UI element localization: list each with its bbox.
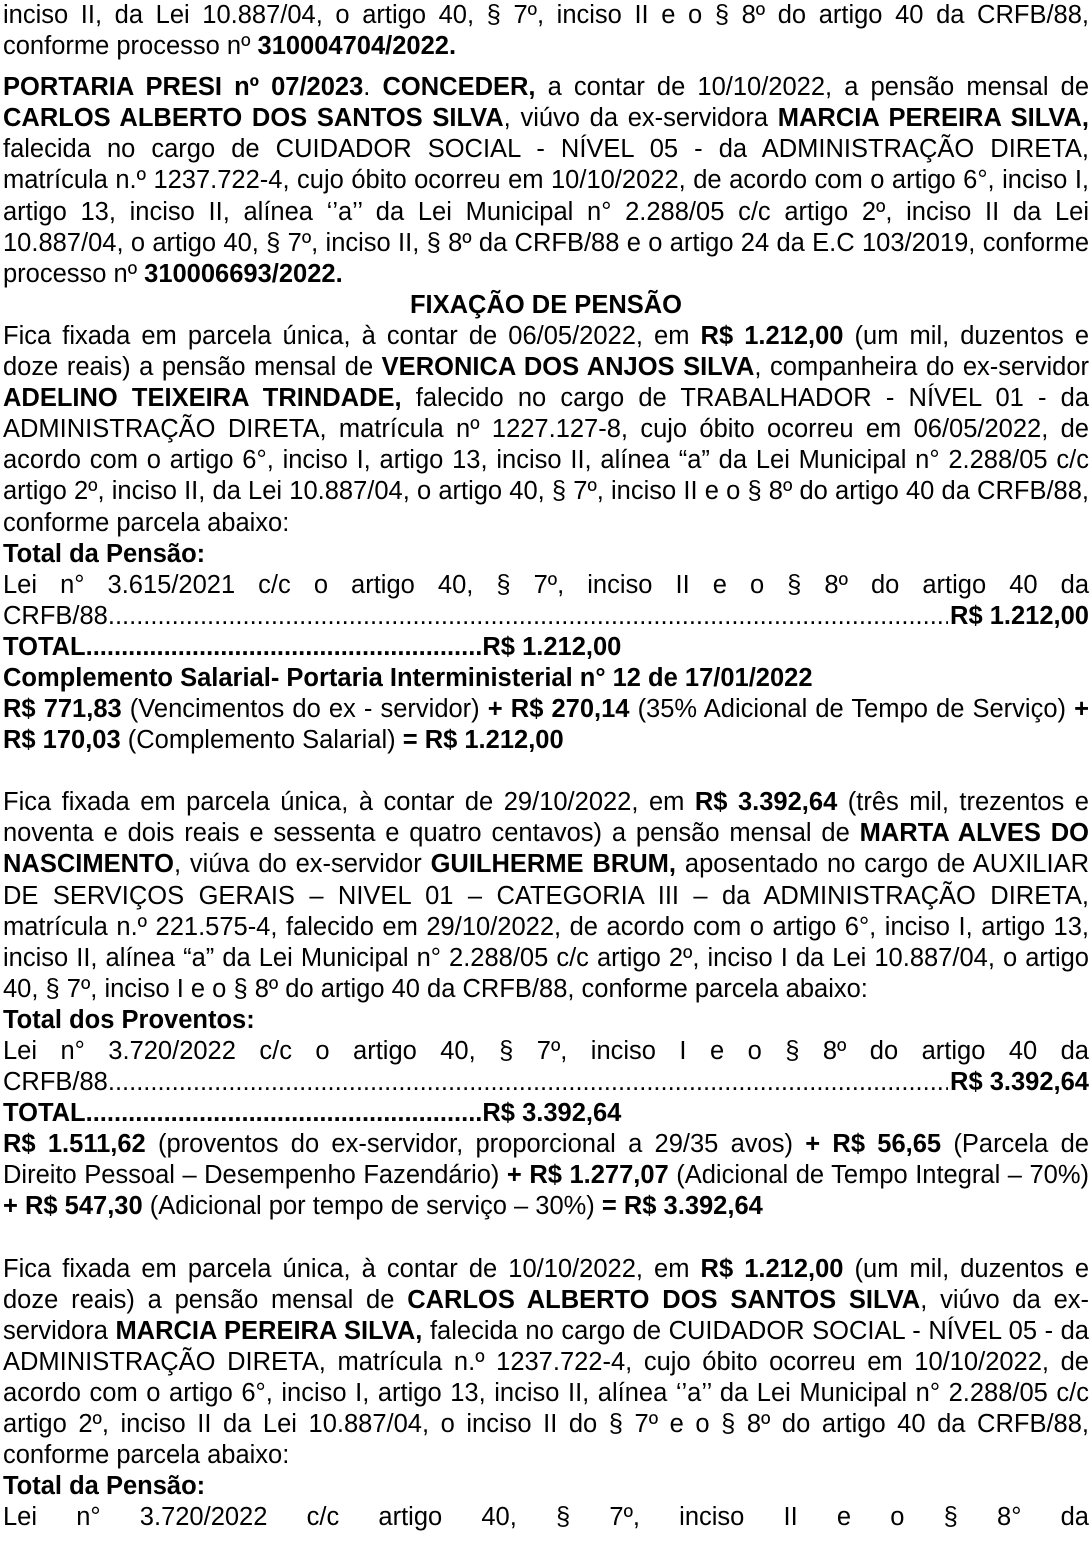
pension2-law-line: Lei n° 3.720/2022 c/c o artigo 40, § 7º, inciso I e o § 8º do artigo 40 da: [3, 1037, 1089, 1065]
pension3-total-heading: [3, 1471, 1089, 1502]
pension1-c1-text: (Vencimentos do ex - servidor): [121, 695, 488, 724]
portaria-deceased: MARCIA PEREIRA SILVA,: [777, 104, 1090, 133]
pension3-amount: R$ 1.212,00: [700, 1254, 844, 1283]
pension1-c2-text: (35% Adicional de Tempo de Serviço): [629, 695, 1075, 724]
pension2-c1-text: (proventos do ex-servidor, proporcional a 29/35 avos): [145, 1130, 806, 1159]
portaria-sep: .: [363, 73, 383, 102]
spacer: [3, 756, 1089, 787]
pension3-text-2: (um mil, duzentos e doze reais) a pensão mensal de: [3, 1254, 1089, 1314]
pension2-law-ref-text: CRFB/88: [3, 1068, 108, 1097]
pension2-text-4: aposentado no cargo de AUXILIAR DE SERVIÇOS GERAIS – NIVEL 01 – CATEGORIA III – da ADMINISTRAÇÃO DIRETA, matrícula n.º 221.575-4, falecido em 29/10/2022, de acordo com o artigo 6°, inciso I, artigo 13, inciso II, alínea “a” da Lei Municipal n° 2.288/05 c/c artigo 2º, inciso I da Lei 10.887/04, o artigo 40, § 7º, inciso I e o § 8º do artigo 40 da CRFB/88, conforme parcela abaixo:: [3, 850, 1089, 1003]
pension2-law-amount: R$ 3.392,64: [950, 1068, 1089, 1097]
pension1-text-4: falecido no cargo de TRABALHADOR - NÍVEL 01 - da ADMINISTRAÇÃO DIRETA, matrícula nº 1227.127-8, cujo óbito ocorreu em 06/05/2022, de acordo com o artigo 6°, inciso I, artigo 13, inciso II, alínea “a” da Lei Municipal n° 2.288/05 c/c artigo 2º, inciso II, da Lei 10.887/04, o artigo 40, § 7º, inciso II e o § 8º do artigo 40 da CRFB/88, conforme parcela abaixo:: [3, 384, 1090, 537]
pension2-total-row: [3, 1098, 1089, 1129]
pension1-complement-heading: [3, 663, 1089, 694]
portaria-paragraph: [3, 72, 1089, 290]
pension2-law-amount-row: [3, 1067, 1089, 1098]
pension1-text-2: (um mil, duzentos e doze reais) a pensão mensal de: [3, 321, 1089, 382]
portaria-text-1: a contar de 10/10/2022, a pensão mensal de: [535, 73, 1090, 102]
portaria-beneficiary: CARLOS ALBERTO DOS SANTOS SILVA: [3, 104, 504, 133]
pension1-law-amount: R$ 1.212,00: [950, 601, 1089, 630]
pension1-law-ref: [3, 601, 948, 632]
pension2-beneficiary: MARTA ALVES DO NASCIMENTO: [3, 819, 1089, 879]
intro-text: inciso II, da Lei 10.887/04, o artigo 40, § 7º, inciso II e o § 8º do artigo 40 da CRFB/88, conforme processo nº: [3, 1, 1089, 61]
portaria-process-number: 310006693/2022.: [144, 259, 343, 288]
pension2-text-1: Fica fixada em parcela única, à contar de 29/10/2022, em: [3, 788, 695, 817]
pension2-c4-amount: + R$ 547,30: [3, 1192, 143, 1221]
pension2-amount: R$ 3.392,64: [694, 788, 838, 817]
pension3-law-line: Lei n° 3.720/2022 c/c artigo 40, § 7º, inciso II e o § 8° da: [3, 1503, 1089, 1532]
spacer: [3, 1223, 1089, 1254]
pension1-c3-text: (Complemento Salarial): [120, 726, 403, 755]
intro-paragraph: [3, 0, 1089, 62]
pension2-text-3: , viúva do ex-servidor: [173, 850, 431, 879]
pension3-paragraph: [3, 1254, 1089, 1472]
pension2-total-dots: ........................................................: [85, 1099, 483, 1128]
pension2-deceased: GUILHERME BRUM,: [430, 850, 677, 879]
pension1-complement-breakdown: [3, 694, 1089, 756]
pension1-deceased: ADELINO TEIXEIRA TRINDADE,: [3, 384, 402, 413]
pension1-amount: R$ 1.212,00: [700, 321, 844, 350]
pension2-c1-amount: R$ 1.511,62: [3, 1130, 146, 1159]
pension2-breakdown: [3, 1129, 1089, 1222]
pension1-complement-heading-text: Complemento Salarial- Portaria Interministerial n° 12 de 17/01/2022: [3, 663, 813, 692]
pension1-law-line: Lei n° 3.615/2021 c/c o artigo 40, § 7º, inciso II e o § 8º do artigo 40 da: [3, 570, 1089, 599]
pension3-deceased: MARCIA PEREIRA SILVA,: [115, 1316, 423, 1345]
pension2-c2-amount: + R$ 56,65: [805, 1130, 942, 1159]
pension1-text-1: Fica fixada em parcela única, à contar de 06/05/2022, em: [3, 321, 701, 350]
pension1-c3-amount: + R$ 170,03: [3, 695, 1089, 755]
pension1-law-amount-row: [3, 601, 1089, 632]
portaria-verb: CONCEDER,: [382, 73, 536, 102]
pension1-total-dots: ........................................................: [85, 632, 483, 661]
pension1-text-3: , companheira do ex-servidor: [754, 353, 1089, 382]
pension3-total-heading-text: Total da Pensão:: [3, 1472, 206, 1501]
pension1-c2-amount: + R$ 270,14: [487, 695, 630, 724]
pension3-text-4: falecida no cargo de CUIDADOR SOCIAL - NÍVEL 05 - da ADMINISTRAÇÃO DIRETA, matrícula n.º 1237.722-4, cujo óbito ocorreu em 10/10/2022, de acordo com o artigo 6°, inciso I, artigo 13, inciso II, alínea ‘’a’’ da Lei Municipal n° 2.288/05 c/c artigo 2º, inciso II da Lei 10.887/04, o inciso II do § 7º e o § 8º do artigo 40 da CRFB/88, conforme parcela abaixo:: [3, 1316, 1089, 1470]
pension1-total-amount: R$ 1.212,00: [482, 632, 622, 661]
pension2-paragraph: [3, 787, 1089, 1005]
portaria-ref: PORTARIA PRESI nº 07/2023: [3, 73, 364, 102]
pension1-paragraph: [3, 321, 1089, 539]
pension2-total-amount: R$ 3.392,64: [482, 1099, 622, 1128]
pension2-total-heading-text: Total dos Proventos:: [3, 1005, 255, 1034]
pension3-text-1: Fica fixada em parcela única, à contar de 10/10/2022, em: [3, 1254, 701, 1283]
pension1-c-total: = R$ 1.212,00: [402, 726, 564, 755]
pension2-c2-text: (Parcela de Direito Pessoal – Desempenho Fazendário): [3, 1130, 1089, 1190]
section-title-text: FIXAÇÃO DE PENSÃO: [409, 290, 683, 319]
pension1-beneficiary: VERONICA DOS ANJOS SILVA: [381, 353, 755, 382]
portaria-text-3: falecida no cargo de CUIDADOR SOCIAL - NÍVEL 05 - da ADMINISTRAÇÃO DIRETA, matrícula n.º 1237.722-4, cujo óbito ocorreu em 10/10/2022, de acordo com o artigo 6°, inciso I, artigo 13, inciso II, alínea ‘’a’’ da Lei Municipal n° 2.288/05 c/c artigo 2º, inciso II da Lei 10.887/04, o artigo 40, § 7º, inciso II, § 8º da CRFB/88 e o artigo 24 da E.C 103/2019, conforme processo nº: [3, 135, 1089, 288]
section-title: [3, 290, 1089, 321]
pension1-total-label: TOTAL: [3, 632, 86, 661]
pension1-law-ref-text: CRFB/88: [3, 601, 108, 630]
pension3-text-3: , viúvo da ex-servidora: [3, 1285, 1090, 1345]
pension2-total-label: TOTAL: [3, 1099, 86, 1128]
pension2-c3-amount: + R$ 1.277,07: [506, 1161, 669, 1190]
portaria-text-2: , viúvo da ex-servidora: [503, 104, 778, 133]
pension2-total-heading: [3, 1005, 1089, 1036]
pension3-beneficiary: CARLOS ALBERTO DOS SANTOS SILVA: [407, 1285, 921, 1314]
pension1-total-heading: [3, 539, 1089, 570]
pension2-c-total: = R$ 3.392,64: [601, 1192, 763, 1221]
pension1-total-row: [3, 632, 1089, 663]
pension2-c4-text: (Adicional por tempo de serviço – 30%): [142, 1192, 602, 1221]
pension1-c1-amount: R$ 771,83: [3, 695, 122, 724]
intro-process-number: 310004704/2022.: [257, 32, 457, 61]
pension2-text-2: (três mil, trezentos e noventa e dois reais e sessenta e quatro centavos) a pensão mensal de: [3, 788, 1089, 848]
pension1-total-heading-text: Total da Pensão:: [3, 539, 206, 568]
pension2-c3-text: (Adicional de Tempo Integral – 70%): [668, 1161, 1090, 1190]
pension2-law-ref: [3, 1067, 948, 1098]
